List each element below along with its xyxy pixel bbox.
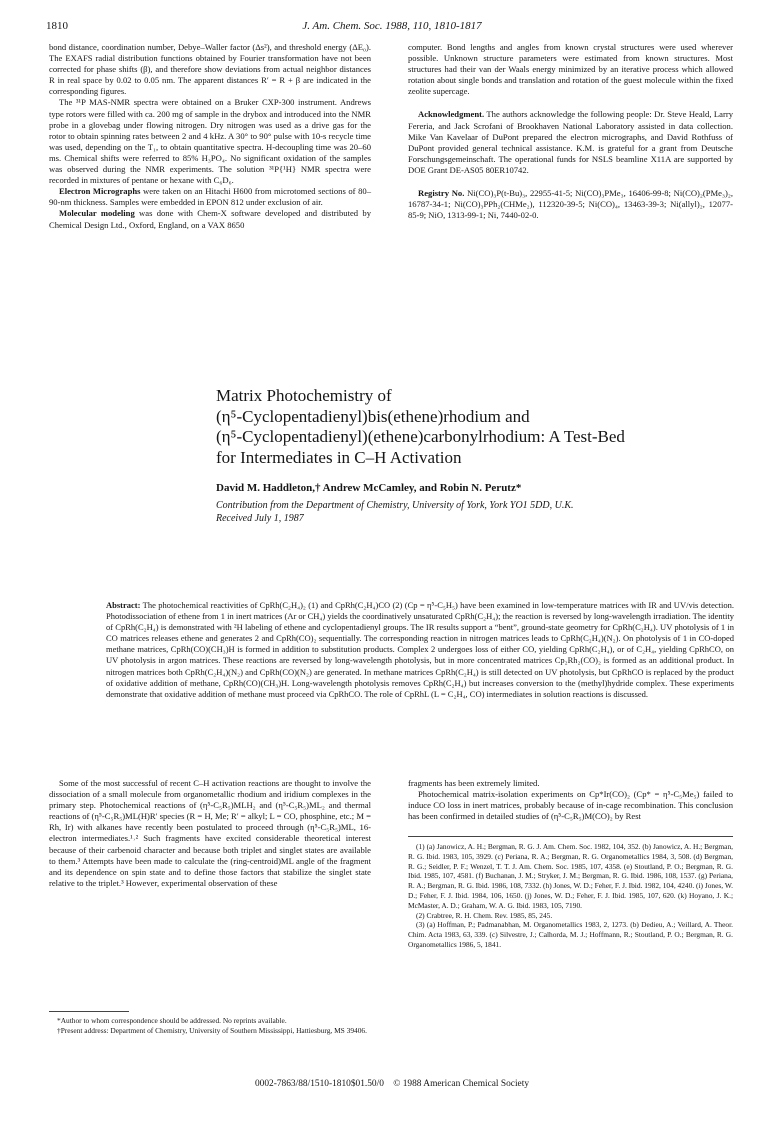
contribution-affiliation	[216, 500, 756, 525]
footnote-correspondence: *Author to whom correspondence should be addressed. No reprints available.	[57, 1016, 287, 1025]
abstract-text: The photochemical reactivities of CpRh(C₂H₄)₂ (1) and CpRh(C₂H₄)CO (2) (Cp = η⁵-C₅H₅) have been examined in low-temperature matrices with IR and UV/vis detection. Photodissociation of ethene from 1 in inert matrices (Ar or CH₄) yields the coordinatively unsaturated CpRh(C₂H₄); the reaction is reversed by long-wavelength irradiation. The identity of CpRh(C₂H₄) is demonstrated with ²H labeling of ethene and cyclopentadienyl groups. The IR results support a “bent”, ground-state geometry for CpRh(C₂H₄). UV photolysis of 1 in CO matrices releases ethene and generates 2 and CpRh(CO)₂ sequentially. The corresponding reaction in nitrogen matrices leads to CpRh(C₂H₄)(N₂). On photolysis of 1 in CO-doped methane matrices, CpRh(CO)(CH₃)H is formed in addition to substitution products. Complex 2 undergoes loss of either CO, yielding CpRh(C₂H₄), or of C₂H₄, yielding CpRhCO, on UV photolysis in argon matrices. These reactions are reversed by long-wavelength photolysis, but in more concentrated matrices Cp₂Rh₂(CO)₂ is formed as an additional product. In nitrogen matrices both CpRh(C₂H₄)(N₂) and CpRh(CO)(N₂) are generated. In methane matrices CpRh(C₂H₄) is still detected on UV photolysis, but CpRhCO is replaced by the product of oxidative addition of methane, CpRh(CO)(CH₃)H. Long-wavelength photolysis removes CpRh(C₂H₄) but increases conversion to the (methyl)hydride complex. These experiments demonstrate that oxidative addition of methane must proceed via CpRhCO. The role of CpRhL (L = C₂H₄, CO) intermediates in solution reactions is discussed.	[106, 600, 734, 699]
acknowledgment-paragraph	[408, 109, 733, 176]
abstract	[106, 600, 734, 700]
footnote-present-address: †Present address: Department of Chemistry, University of Southern Mississippi, Hattiesburg, MS 39406.	[57, 1025, 367, 1035]
registry-heading: Registry No.	[418, 188, 465, 199]
modeling-continued-paragraph: computer. Bond lengths and angles from known crystal structures were used wherever possible. Unknown structure parameters were estimated from known structures. Most structures had their van der Waals energy minimized by an iterative process which allowed rotation about single bonds and translation and rotation of the guest molecule within the fixed zeolite supercage.	[408, 42, 733, 97]
title-line: (η⁵-Cyclopentadienyl)bis(ethene)rhodium and	[216, 406, 530, 426]
references-list	[408, 836, 733, 950]
publication-code: 0002-7863/88/1510-1810$01.50/0	[254, 1079, 384, 1089]
page-number: 1810	[46, 20, 68, 32]
exafs-paragraph: bond distance, coordination number, Debye–Waller factor (Δs²), and threshold energy (ΔE₀). The EXAFS radial distribution functions obtained by Fourier transformation have not been corrected for phase shifts (β), and therefore show deviations from actual neighbor distances R in real space by 0.02 to 0.05 nm. The apparent distances R′ = R + β are indicated in the corresponding figures.	[49, 42, 371, 97]
page-footer	[0, 1079, 784, 1089]
article-title	[216, 386, 756, 468]
nmr-paragraph: The ³¹P MAS-NMR spectra were obtained on a Bruker CXP-300 instrument. Andrews type rotors were filled with ca. 200 mg of sample in the drybox and introduced into the NMR probe in a glovebag under flowing nitrogen. Dry nitrogen was used as a drive gas for the rotor to obtain spinning rates between 2 and 4 kHz. A 30° to 90° pulse with 10-s recycle time was used, depending on the T₁, to obtain quantitative spectra. H-decoupling time was 20–60 ms. Chemical shifts were referred to 85% H₃PO₄. No significant oxidation of the samples was observed during the NMR experiments. The solution ³¹P{¹H} NMR spectra were recorded in mixtures of pentane or hexane with C₆D₆.	[49, 97, 371, 186]
acknowledgment-text: The authors acknowledge the following people: Dr. Steve Heald, Larry Fereria, and Jack Scrofani of Brookhaven National Laboratory assisted in data collection. Mike Van Kavelaar of DuPont prepared the electron micrographs, and David Rothfuss of DuPont provided general technical assistance. K.M. is grateful for a grant from Deutsche Forschungsgemeinschaft. The operational funds for NSLS beamline X11A are supported by DOE Grant DE-AS05 80ER10742.	[408, 109, 733, 175]
received-date: Received July 1, 1987	[216, 512, 304, 524]
affiliation-text: Contribution from the Department of Chemistry, University of York, York YO1 5DD, U.K.	[216, 500, 574, 511]
molecular-modeling-text: was done with Chem-X software developed and distributed by Chemical Design Ltd., Oxford, England, on a VAX 8650	[49, 208, 371, 230]
running-header-journal: J. Am. Chem. Soc. 1988, 110, 1810-1817	[302, 20, 482, 32]
electron-micrograph-paragraph	[49, 186, 371, 208]
left-column-top	[49, 42, 371, 231]
footnotes	[49, 1011, 371, 1036]
footnote-divider	[49, 1011, 129, 1012]
title-line: for Intermediates in C–H Activation	[216, 447, 462, 467]
registry-text: Ni(CO)₃P(t-Bu)₃, 22955-41-5; Ni(CO)₃PMe₃, 16406-99-8; Ni(CO)₂(PMe₃)₂, 16787-34-1; Ni(CO)₃PPh₂(CHMe₂), 112320-39-5; Ni(CO)₄, 13463-39-3; Ni(allyl)₂, 12077-85-9; NiO, 1313-99-1; Ni, 7440-02-0.	[408, 188, 733, 221]
molecular-modeling-heading: Molecular modeling	[59, 208, 135, 219]
reference-item: (3) (a) Hoffman, P.; Padmanabhan, M. Organometallics 1983, 2, 1273. (b) Dedieu, A.; Veillard, A. Theor. Chim. Acta 1983, 63, 339. (c) Silvestre, J.; Calhorda, M. J.; Hoffmann, R.; Stoutland, P. O.; Bergman, R. G. Organometallics 1986, 5, 1841.	[408, 920, 733, 949]
copyright-notice: © 1988 American Chemical Society	[393, 1079, 530, 1089]
article-title-block	[216, 386, 756, 525]
title-line: Matrix Photochemistry of	[216, 386, 392, 405]
intro-continued-paragraph: fragments has been extremely limited.	[408, 778, 540, 788]
abstract-heading: Abstract:	[106, 600, 141, 610]
molecular-modeling-paragraph	[49, 208, 371, 230]
matrix-isolation-paragraph: Photochemical matrix-isolation experiments on Cp*Ir(CO)₂ (Cp* = η⁵-C₅Me₅) failed to induce CO loss in inert matrices, probably because of in-cage recombination. This conclusion has been confirmed in detailed studies of (η⁵-C₅R₅)M(CO)₂ by Rest	[408, 789, 733, 822]
reference-item: (2) Crabtree, R. H. Chem. Rev. 1985, 85, 245.	[416, 910, 553, 920]
intro-paragraph: Some of the most successful of recent C–H activation reactions are thought to involve the dissociation of a small molecule from organometallic rhodium and iridium complexes in the primary step. Photochemical reactions of (η⁵-C₅R₅)MLH₂ and (η⁵-C₅R₅)ML₂ and thermal reactions of (η⁵-C₅R₅)ML(H)R′ species (R = H, Me; R′ = alkyl; L = CO, phosphine, etc.; M = Rh, Ir) with alkanes have recently been postulated to proceed through (η⁵-C₅R₅)ML, 16-electron intermediates.¹˒² Such fragments have excited considerable theoretical interest because of their carbenoid character and because both triplet and singlet states are available to them.³ Attempts have been made to calculate the (ring-centroid)ML angle of the fragment and its dependence on spin state and to define those factors that stabilize the singlet state relative to the triplet.³ However, experimental observation of these	[49, 778, 371, 888]
electron-micrograph-text: were taken on an Hitachi H600 from microtomed sections of 80–90-nm thickness. Samples were embedded in EPON 812 under exclusion of air.	[49, 186, 371, 208]
acknowledgment-heading: Acknowledgment.	[418, 109, 485, 120]
registry-paragraph	[408, 188, 733, 221]
reference-item: (1) (a) Janowicz, A. H.; Bergman, R. G. J. Am. Chem. Soc. 1982, 104, 352. (b) Janowicz, A. H.; Bergman, R. G. Ibid. 1983, 105, 3929. (c) Periana, R. A.; Bergman, R. G. Organometallics 1984, 3, 508. (d) Bergman, R. G.; Seidler, P. F.; Wenzel, T. T. J. Am. Chem. Soc. 1985, 107, 4358. (e) Stoutland, P. O.; Bergman, R. G. Ibid. 1985, 107, 4581. (f) Buchanan, J. M.; Stryker, J. M.; Bergman, R. G. Ibid. 1986, 108, 1537. (g) Periana, R. A.; Bergman, R. G. Ibid. 1986, 108, 7332. (h) Jones, W. D.; Feher, F. J. Ibid. 1982, 104, 4240. (i) Jones, W. D.; Feher, F. J. Ibid. 1984, 106, 1650. (j) Jones, W. D.; Feher, F. J. Ibid. 1985, 107, 620. (k) Hoyano, J. K.; McMaster, A. D.; Graham, W. A. G. Ibid. 1983, 105, 7190.	[408, 842, 733, 910]
title-line: (η⁵-Cyclopentadienyl)(ethene)carbonylrhodium: A Test-Bed	[216, 427, 625, 446]
right-column-top	[408, 42, 733, 221]
article-authors: David M. Haddleton,† Andrew McCamley, and Robin N. Perutz*	[216, 482, 522, 494]
right-column-body	[408, 778, 733, 822]
electron-micrograph-heading: Electron Micrographs	[59, 186, 141, 197]
left-column-body	[49, 778, 371, 889]
